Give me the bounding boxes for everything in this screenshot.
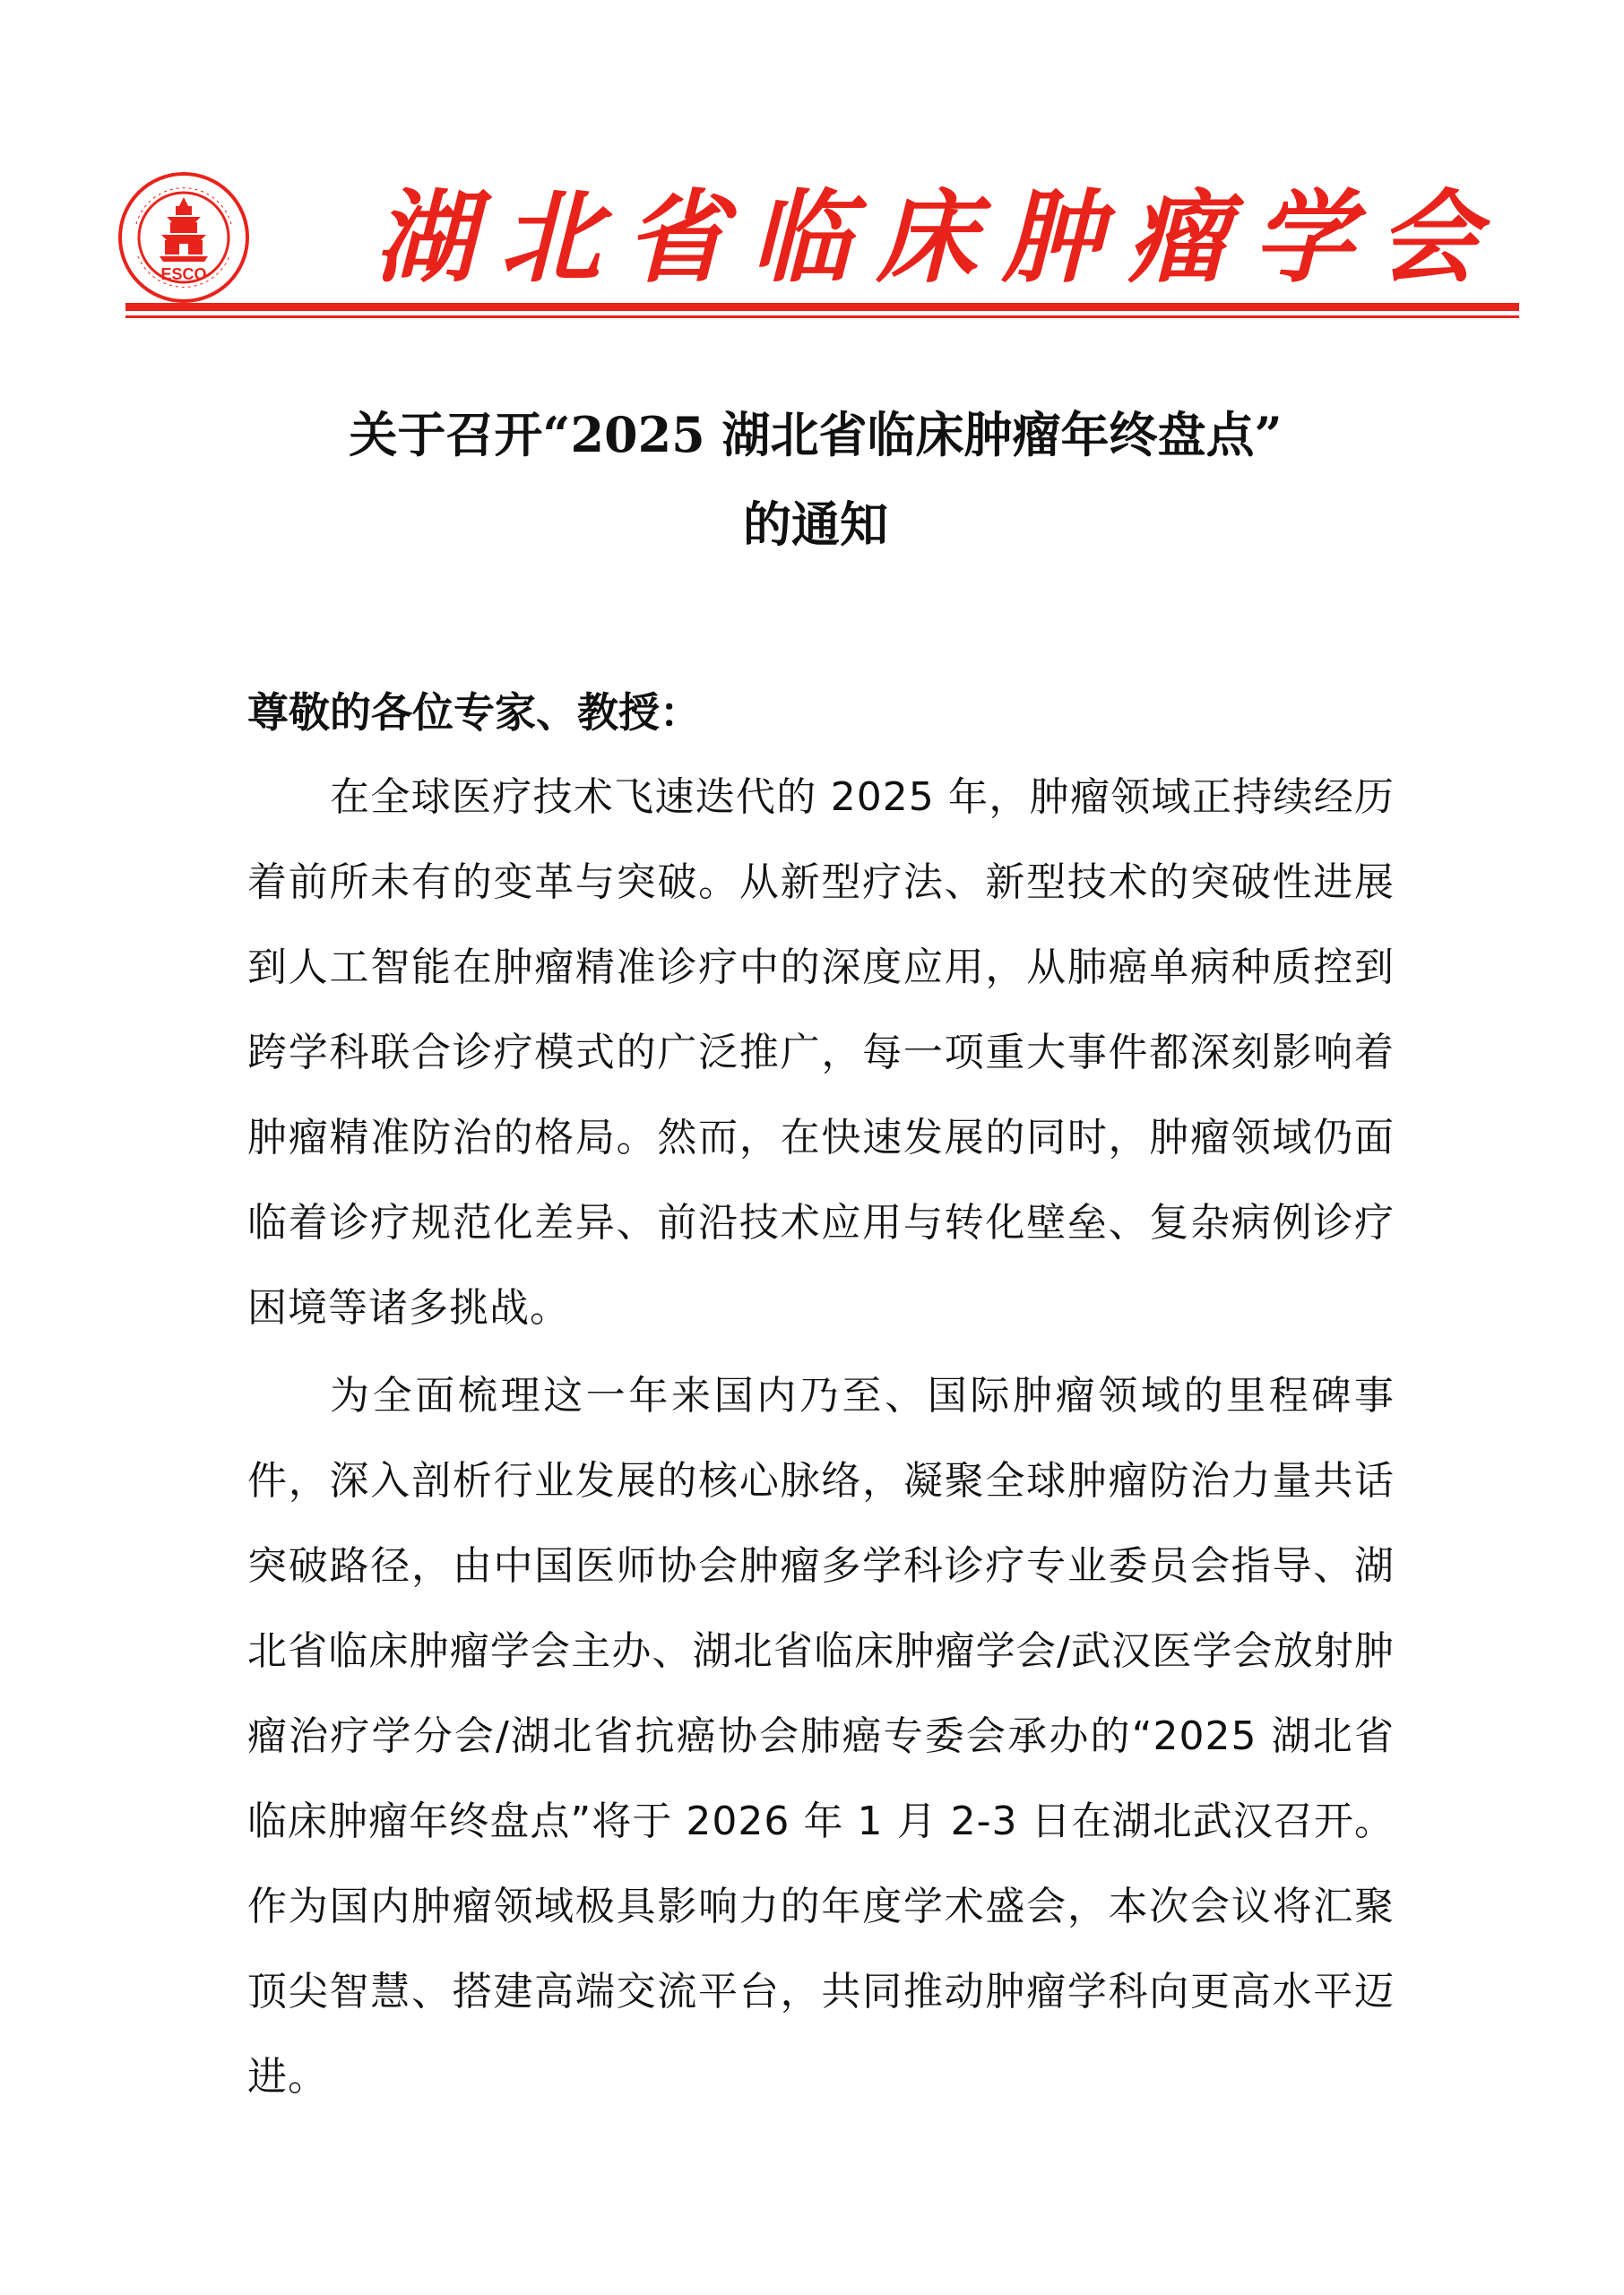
document-title-line2: 的通知: [743, 496, 888, 553]
organization-name: 湖北省临床肿瘤学会: [375, 179, 1504, 297]
header-divider-thin: [125, 315, 1519, 318]
salutation: 尊敬的各位专家、教授：: [247, 688, 701, 737]
body-paragraph-1: 在全球医疗技术飞速迭代的 2025 年，肿瘤领域正持续经历着前所未有的变革与突破。从新型疗法、新型技术的突破性进展到人工智能在肿瘤精准诊疗中的深度应用，从肺癌单病种质控到跨学科联合诊疗模式的广泛推广，每一项重大事件都深刻影响着肿瘤精准防治的格局。然而，在快速发展的同时，肿瘤领域仍面临着诊疗规范化差异、前沿技术应用与转化壁垒、复杂病例诊疗困境等诸多挑战。: [247, 774, 1395, 1331]
body-paragraph-2: 为全面梳理这一年来国内乃至、国际肿瘤领域的里程碑事件，深入剖析行业发展的核心脉络，凝聚全球肿瘤防治力量共话突破路径，由中国医师协会肿瘤多学科诊疗专业委员会指导、湖北省临床肿瘤学会主办、湖北省临床肿瘤学会/武汉医学会放射肿瘤治疗学分会/湖北省抗癌协会肺癌专委会承办的“2025 湖北省临床肿瘤年终盘点”将于 2026 年 1 月 2-3 日在湖北武汉召开。作为国内肿瘤领域极具影响力的年度学术盛会，本次会议将汇聚顶尖智慧、搭建高端交流平台，共同推动肿瘤学科向更高水平迈进。: [247, 1373, 1395, 2100]
society-seal-icon: [117, 170, 251, 305]
header-divider-thick: [125, 303, 1519, 311]
document-title-line1: 关于召开“2025 湖北省临床肿瘤年终盘点”: [349, 406, 1283, 463]
seal-abbreviation: ESCO: [160, 265, 207, 283]
